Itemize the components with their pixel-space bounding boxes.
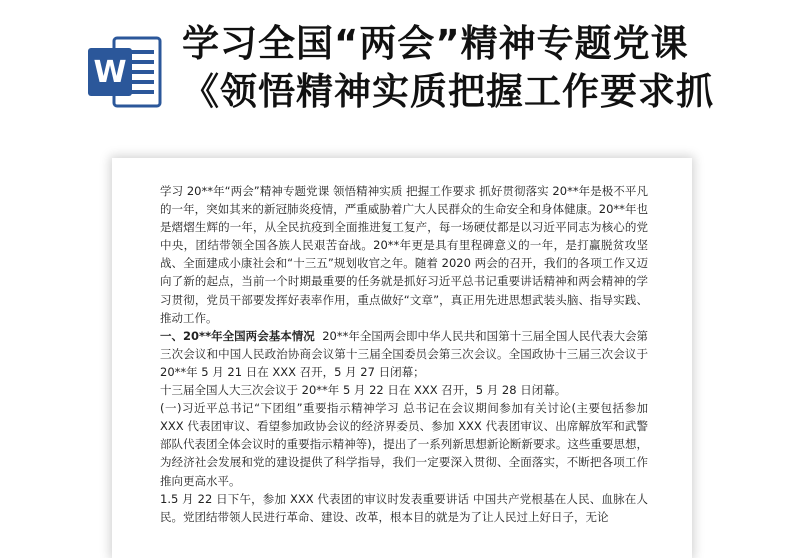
header-banner [0, 0, 800, 150]
page-title [182, 20, 782, 116]
document-body [160, 182, 648, 526]
paragraph-npc: 十三届全国人大三次会议于 20**年 5 月 22 日在 XXX 召开，5 月 28 日闭幕。 [160, 383, 567, 398]
word-icon-letter: W [93, 55, 127, 90]
title-line-1: 学习全国“两会”精神专题党课 [182, 22, 689, 65]
paragraph-speech: 1.5 月 22 日下午，参加 XXX 代表团的审议时发表重要讲话 中国共产党根基在人民、血脉在人民。党团结带领人民进行革命、建设、改革，根本目的就是为了让人民过上好日子，无论 [160, 491, 648, 524]
paragraph-basic-info-text: 20**年全国两会即中华人民共和国第十三届全国人民代表大会第三次会议和中国人民政治协商会议第十三届全国委员会第三次会议。全国政协十三届三次会议于 20**年 5 月 21 日在 XXX 召开，5 月 27 日闭幕； [160, 328, 649, 379]
word-icon [84, 32, 164, 112]
section-heading: 一、20**年全国两会基本情况 [160, 328, 315, 343]
paragraph-guidance: (一)习近平总书记“下团组”重要指示精神学习 总书记在会议期间参加有关讨论(主要包括参加 XXX 代表团审议、看望参加政协会议的经济界委员、参加 XXX 代表团审议、出席解放军和武警部队代表团全体会议时的重要指示精神等)，提出了一系列新思想新论断新要求。这些重要思想，为经济社会发展和党的建设提供了科学指导，我们一定要深入贯彻、全面落实，不断把各项工作推向更高水平。 [160, 401, 648, 488]
paragraph-basic-info [160, 327, 648, 381]
title-line-2: 《领悟精神实质把握工作要求抓 [182, 70, 714, 113]
paragraph-intro: 学习 20**年“两会”精神专题党课 领悟精神实质 把握工作要求 抓好贯彻落实 20**年是极不平凡的一年，突如其来的新冠肺炎疫情，严重威胁着广大人民群众的生命安全和身体健康。20**年也是熠熠生辉的一年，从全民抗疫到全面推进复工复产，每一场硬仗都是以习近平同志为核心的党中央，团结带领全国各族人民艰苦奋战。20**年更是具有里程碑意义的一年，是打赢脱贫攻坚战、全面建成小康社会和“十三五”规划收官之年。随着 2020 两会的召开，我们的各项工作又迈向了新的起点，当前一个时期最重要的任务就是抓好习近平总书记重要讲话精神和两会精神的学习贯彻，党员干部要发挥好表率作用，重点做好“文章”，真正用先进思想武装头脑、指导实践、推动工作。 [160, 184, 648, 325]
